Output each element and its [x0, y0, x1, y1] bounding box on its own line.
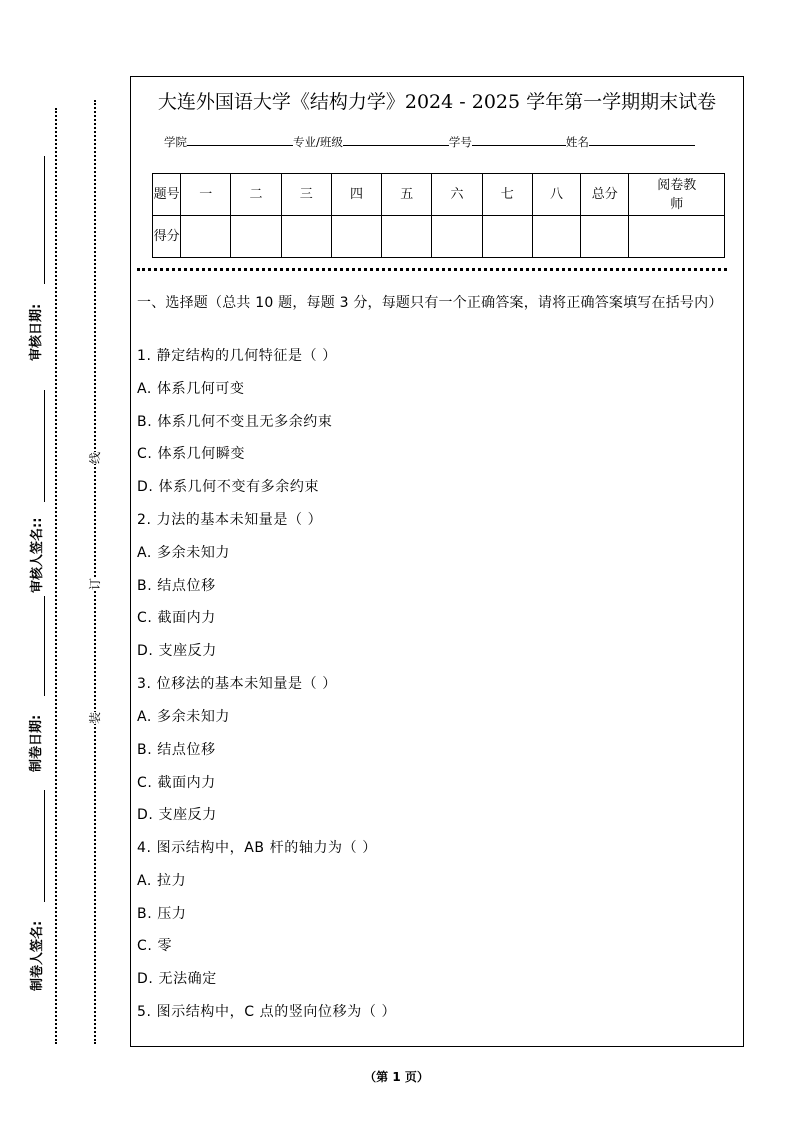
score-col-3: 三 — [281, 174, 331, 216]
option-3d: D. 支座反力 — [137, 807, 217, 823]
score-col-6: 六 — [432, 174, 482, 216]
question-number-label: 题号 — [153, 174, 181, 216]
question-4: 4. 图示结构中，AB 杆的轴力为（ ） — [137, 840, 377, 856]
student-id-label: 学号 — [448, 135, 472, 149]
score-cell[interactable] — [532, 216, 580, 258]
score-cell[interactable] — [231, 216, 281, 258]
option-4b: B. 压力 — [137, 906, 187, 922]
score-table — [152, 173, 725, 258]
college-label: 学院 — [164, 135, 187, 149]
option-2a: A. 多余未知力 — [137, 545, 231, 561]
student-info-row — [164, 133, 724, 150]
question-1: 1. 静定结构的几何特征是（ ） — [137, 348, 337, 364]
question-5: 5. 图示结构中，C 点的竖向位移为（ ） — [137, 1004, 397, 1020]
option-1b: B. 体系几何不变且无多余约束 — [137, 414, 333, 430]
score-col-total: 总分 — [581, 174, 629, 216]
option-1d: D. 体系几何不变有多余约束 — [137, 479, 320, 495]
reviewer-sign-label[interactable]: 审核人签名:: — [30, 517, 45, 593]
option-4c: C. 零 — [137, 938, 173, 954]
score-cell[interactable] — [482, 216, 532, 258]
option-4d: D. 无法确定 — [137, 971, 217, 987]
option-3c: C. 截面内力 — [137, 775, 216, 791]
name-field[interactable] — [589, 133, 695, 146]
binding-dotted-line-outer — [55, 108, 57, 1044]
maker-sign-label[interactable]: 制卷人签名: — [30, 920, 45, 991]
question-3: 3. 位移法的基本未知量是（ ） — [137, 676, 337, 692]
reviewer-date-label: 审核日期: — [29, 303, 44, 361]
reviewer-sign-blank — [44, 390, 45, 502]
name-label: 姓名 — [565, 135, 589, 149]
score-cell[interactable] — [382, 216, 432, 258]
option-1a: A. 体系几何可变 — [137, 381, 245, 397]
option-4a: A. 拉力 — [137, 873, 187, 889]
score-label: 得分 — [153, 216, 181, 258]
major-field[interactable] — [343, 133, 449, 146]
binding-char-order: 订 — [88, 577, 102, 590]
major-label: 专业/班级 — [293, 135, 343, 149]
section-heading: 一、选择题（总共 10 题，每题 3 分，每题只有一个正确答案，请将正确答案填写在括号内） — [137, 295, 723, 311]
score-cell[interactable] — [181, 216, 231, 258]
score-col-5: 五 — [382, 174, 432, 216]
dotted-separator — [137, 268, 727, 271]
score-col-7: 七 — [482, 174, 532, 216]
score-cell[interactable] — [432, 216, 482, 258]
option-3b: B. 结点位移 — [137, 742, 216, 758]
score-col-8: 八 — [532, 174, 580, 216]
option-1c: C. 体系几何瞬变 — [137, 446, 246, 462]
score-col-4: 四 — [331, 174, 381, 216]
student-id-field[interactable] — [472, 133, 566, 146]
score-cell[interactable] — [331, 216, 381, 258]
college-field[interactable] — [187, 133, 293, 146]
score-table-header-row — [153, 174, 725, 216]
score-cell[interactable] — [581, 216, 629, 258]
page-number: （第 1 页） — [364, 1070, 429, 1084]
binding-char-bind: 装 — [88, 711, 102, 724]
option-3a: A. 多余未知力 — [137, 709, 231, 725]
score-cell[interactable] — [281, 216, 331, 258]
score-cell[interactable] — [629, 216, 725, 258]
option-2c: C. 截面内力 — [137, 610, 216, 626]
exam-title: 大连外国语大学《结构力学》2024 - 2025 学年第一学期期末试卷 — [157, 91, 717, 113]
question-2: 2. 力法的基本未知量是（ ） — [137, 512, 323, 528]
score-col-grader: 阅卷教师 — [629, 174, 725, 216]
binding-char-line: 线 — [88, 451, 102, 464]
option-2d: D. 支座反力 — [137, 643, 217, 659]
maker-date-label: 制卷日期: — [29, 714, 44, 772]
binding-dotted-line-inner — [94, 100, 96, 1044]
maker-sign-blank — [44, 790, 45, 902]
exam-frame — [130, 76, 744, 1047]
option-2b: B. 结点位移 — [137, 578, 216, 594]
score-table-score-row — [153, 216, 725, 258]
reviewer-date-blank — [44, 156, 45, 284]
score-col-1: 一 — [181, 174, 231, 216]
score-col-2: 二 — [231, 174, 281, 216]
maker-date-blank — [44, 596, 45, 696]
